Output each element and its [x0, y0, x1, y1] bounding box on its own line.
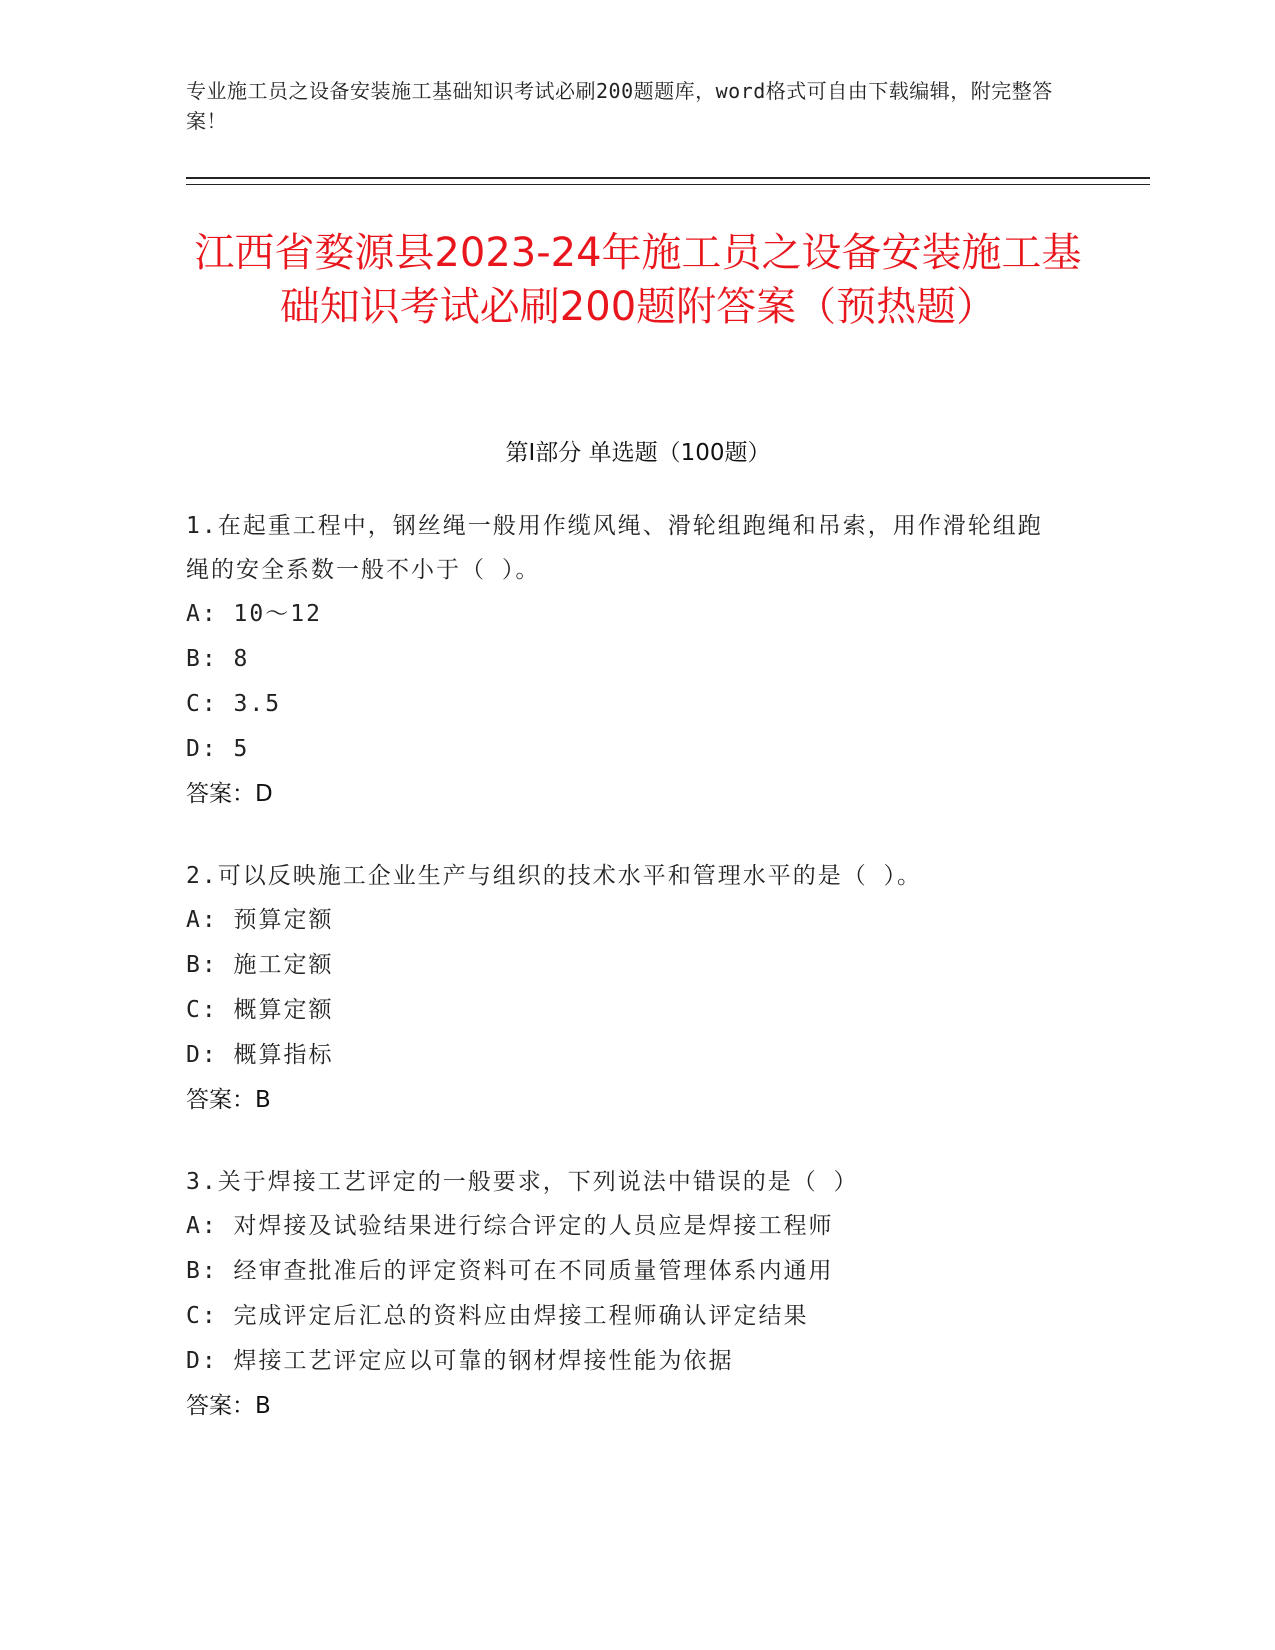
option-c: C: 完成评定后汇总的资料应由焊接工程师确认评定结果 [186, 1303, 809, 1329]
header-note: 专业施工员之设备安装施工基础知识考试必刷200题题库，word格式可自由下载编辑，附完整答案！ [186, 79, 1053, 133]
header-rule-thin [186, 184, 1150, 185]
option-d: D: 5 [186, 736, 250, 762]
option-d: D: 焊接工艺评定应以可靠的钢材焊接性能为依据 [186, 1348, 734, 1374]
option-b: B: 施工定额 [186, 952, 334, 978]
question-stem: 2.可以反映施工企业生产与组织的技术水平和管理水平的是（ ）。 [186, 863, 923, 889]
question-1 [186, 504, 1066, 817]
option-d: D: 概算指标 [186, 1042, 334, 1068]
section-heading: 第I部分 单选题（100题） [505, 440, 771, 466]
answer: 答案：B [186, 1087, 271, 1113]
question-stem: 1.在起重工程中，钢丝绳一般用作缆风绳、滑轮组跑绳和吊索，用作滑轮组跑绳的安全系数一般不小于（ ）。 [186, 513, 1043, 583]
option-c: C: 3.5 [186, 691, 282, 717]
option-b: B: 8 [186, 646, 250, 672]
option-a: A: 预算定额 [186, 907, 334, 933]
document-title: 江西省婺源县2023-24年施工员之设备安装施工基础知识考试必刷200题附答案（预热题） [194, 230, 1082, 330]
answer: 答案：B [186, 1393, 271, 1419]
question-2 [186, 854, 1066, 1123]
option-a: A: 10～12 [186, 601, 322, 627]
answer: 答案：D [186, 781, 273, 807]
question-stem: 3.关于焊接工艺评定的一般要求，下列说法中错误的是（ ） [186, 1169, 859, 1195]
option-b: B: 经审查批准后的评定资料可在不同质量管理体系内通用 [186, 1258, 834, 1284]
option-a: A: 对焊接及试验结果进行综合评定的人员应是焊接工程师 [186, 1213, 834, 1239]
header-rule-thick [186, 177, 1150, 179]
option-c: C: 概算定额 [186, 997, 334, 1023]
question-3 [186, 1160, 1066, 1429]
